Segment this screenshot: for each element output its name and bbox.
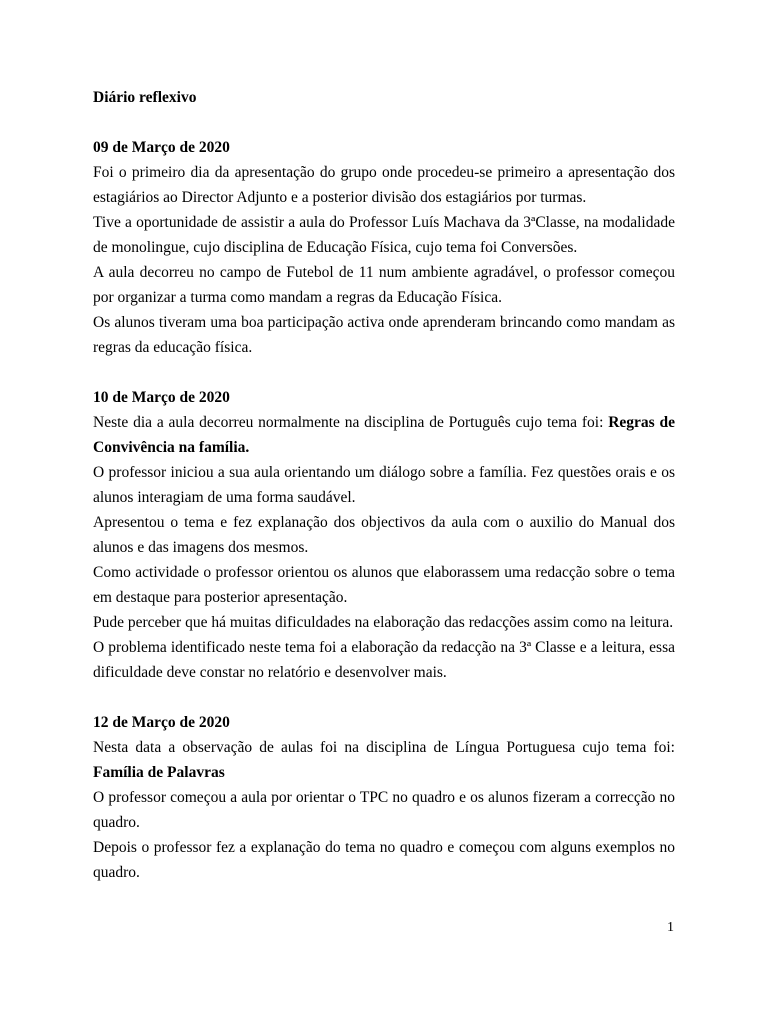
entry-paragraph: Foi o primeiro dia da apresentação do grupo onde procedeu-se primeiro a apresentação dos estagiários ao Director Adjunto e a posterior divisão dos estagiários por turmas. — [93, 164, 675, 206]
entry-date: 12 de Março de 2020 — [93, 714, 230, 731]
entry-paragraph: O professor iniciou a sua aula orientando um diálogo sobre a família. Fez questões orais e os alunos interagiam de uma forma saudável. — [93, 464, 675, 506]
entry-intro-text: Nesta data a observação de aulas foi na disciplina de Língua Portuguesa cujo tema foi: — [93, 739, 675, 756]
entry-intro-paragraph — [93, 410, 675, 460]
entry-date: 10 de Março de 2020 — [93, 389, 230, 406]
document-body — [93, 85, 675, 910]
lesson-topic: Família de Palavras — [93, 764, 225, 781]
entry-date: 09 de Março de 2020 — [93, 139, 230, 156]
entry-paragraph: A aula decorreu no campo de Futebol de 11 num ambiente agradável, o professor começou por organizar a turma como mandam a regras da Educação Física. — [93, 264, 675, 306]
entry-paragraph: Como actividade o professor orientou os alunos que elaborassem uma redacção sobre o tema em destaque para posterior apresentação. — [93, 564, 675, 606]
entry-paragraph: Apresentou o tema e fez explanação dos objectivos da aula com o auxilio do Manual dos alunos e das imagens dos mesmos. — [93, 514, 675, 556]
diary-entry-09-march — [93, 135, 675, 360]
entry-paragraph: O professor começou a aula por orientar o TPC no quadro e os alunos fizeram a correcção no quadro. — [93, 789, 675, 831]
entry-paragraph: O problema identificado neste tema foi a elaboração da redacção na 3ª Classe e a leitura, essa dificuldade deve constar no relatório e desenvolver mais. — [93, 639, 675, 681]
entry-intro-text: Neste dia a aula decorreu normalmente na disciplina de Português cujo tema foi: — [93, 414, 609, 431]
entry-paragraph: Os alunos tiveram uma boa participação activa onde aprenderam brincando como mandam as regras da educação física. — [93, 314, 675, 356]
document-title: Diário reflexivo — [93, 89, 197, 106]
entry-paragraph: Pude perceber que há muitas dificuldades na elaboração das redacções assim como na leitura. — [93, 614, 674, 631]
page-number: 1 — [667, 920, 674, 935]
entry-paragraph: Tive a oportunidade de assistir a aula do Professor Luís Machava da 3ªClasse, na modalidade de monolingue, cujo disciplina de Educação Física, cujo tema foi Conversões. — [93, 214, 675, 256]
entry-paragraph: Depois o professor fez a explanação do tema no quadro e começou com alguns exemplos no quadro. — [93, 839, 675, 881]
entry-intro-paragraph — [93, 735, 675, 785]
diary-entry-12-march — [93, 710, 675, 885]
lesson-topic: Regras de Convivência na família. — [93, 414, 675, 456]
diary-entry-10-march — [93, 385, 675, 685]
